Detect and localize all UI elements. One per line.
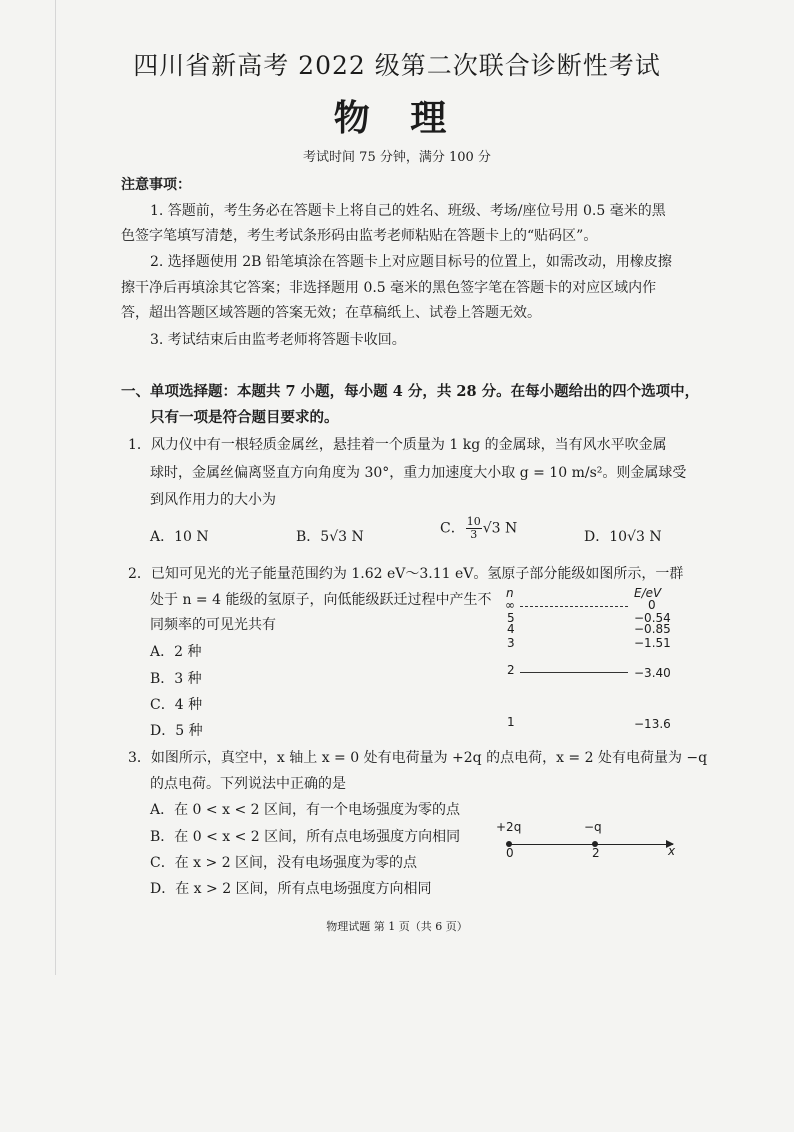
q2-option-c: C．4 种 (150, 697, 203, 713)
level-4-energy: −0.85 (634, 622, 671, 636)
charge-axis-diagram (496, 820, 686, 862)
q3-option-d: D．在 x > 2 区间，所有点电场强度方向相同 (150, 881, 432, 897)
q1-option-b: B．5√3 N (296, 529, 364, 545)
tick-0-label: 0 (506, 846, 514, 860)
energy-diagram-n-header: n (506, 586, 514, 600)
q2-option-d: D．5 种 (150, 723, 203, 739)
q1-option-c (440, 516, 517, 541)
level-2-n: 2 (507, 663, 515, 677)
notice-heading: 注意事项： (121, 177, 191, 193)
q3-stem-line1: 3．如图所示，真空中，x 轴上 x = 0 处有电荷量为 +2q 的点电荷，x = 2 处有电荷量为 −q (128, 750, 708, 766)
exam-title: 四川省新高考 2022 级第二次联合诊断性考试 (133, 51, 661, 80)
level-inf-n: ∞ (505, 598, 515, 612)
exam-time-info: 考试时间 75 分钟，满分 100 分 (303, 150, 491, 165)
level-2-energy: −3.40 (634, 666, 671, 680)
tick-2-label: 2 (592, 846, 600, 860)
q2-option-b: B．3 种 (150, 671, 202, 687)
notice-item2-line3: 答，超出答题区域答题的答案无效；在草稿纸上、试卷上答题无效。 (121, 305, 541, 321)
section1-heading-line1: 一、单项选择题：本题共 7 小题，每小题 4 分，共 28 分。在每小题给出的四个选项中， (121, 383, 700, 400)
level-1-energy: −13.6 (634, 717, 671, 731)
x-axis-label: x (668, 844, 676, 858)
q1-stem-line1: 1．风力仪中有一根轻质金属丝，悬挂着一个质量为 1 kg 的金属球，当有风水平吹金属 (128, 437, 667, 453)
q3-option-a: A．在 0 < x < 2 区间，有一个电场强度为零的点 (150, 802, 460, 818)
level-1-n: 1 (507, 715, 515, 729)
q1-option-c-numerator: 10 (466, 515, 481, 528)
level-4-n: 4 (507, 622, 515, 636)
charge2-label: −q (584, 820, 602, 834)
q2-stem-line3: 同频率的可见光共有 (150, 617, 276, 633)
notice-item2-line2: 擦干净后再填涂其它答案；非选择题用 0.5 毫米的黑色签字笔在答题卡的对应区域内作 (121, 280, 657, 296)
notice-item3: 3. 考试结束后由监考老师将答题卡收回。 (150, 332, 406, 348)
q3-stem-line2: 的点电荷。下列说法中正确的是 (150, 776, 346, 792)
notice-item2-line1: 2. 选择题使用 2B 铅笔填涂在答题卡上对应题目标号的位置上，如需改动，用橡皮擦 (150, 254, 672, 270)
section1-heading-line2: 只有一项是符合题目要求的。 (150, 409, 339, 426)
q1-option-c-denominator: 3 (470, 528, 478, 541)
q1-option-c-prefix: C． (440, 520, 465, 537)
level-5-n: 5 (507, 611, 515, 625)
notice-item1-line1: 1. 答题前，考生务必在答题卡上将自己的姓名、班级、考场/座位号用 0.5 毫米的黑 (150, 203, 666, 219)
energy-level-diagram (500, 586, 680, 736)
energy-diagram-e-header: E/eV (634, 586, 662, 600)
q1-option-d: D．10√3 N (584, 529, 662, 545)
page-footer: 物理试题 第 1 页（共 6 页） (326, 920, 468, 933)
q1-option-c-fraction (466, 516, 482, 541)
x-axis-line (508, 844, 673, 845)
q1-option-a: A．10 N (150, 529, 209, 545)
q3-option-b: B．在 0 < x < 2 区间，所有点电场强度方向相同 (150, 829, 461, 845)
level-3-n: 3 (507, 636, 515, 650)
q2-option-a: A．2 种 (150, 644, 202, 660)
q1-stem-line3: 到风作用力的大小为 (150, 492, 276, 508)
q2-stem-line2: 处于 n = 4 能级的氢原子，向低能级跃迁过程中产生不 (150, 592, 492, 608)
q1-stem-line2: 球时，金属丝偏离竖直方向角度为 30°，重力加速度大小取 g = 10 m/s²。则金属球受 (150, 465, 687, 481)
level-5-energy: −0.54 (634, 611, 671, 625)
level-inf-line (520, 606, 628, 607)
q1-option-c-suffix: √3 N (482, 520, 518, 537)
subject-title: 物 理 (333, 97, 461, 139)
charge1-label: +2q (496, 820, 522, 834)
level-2-line (520, 672, 628, 673)
notice-item1-line2: 色签字笔填写清楚，考生考试条形码由监考老师粘贴在答题卡上的“贴码区”。 (121, 228, 598, 244)
level-3-energy: −1.51 (634, 636, 671, 650)
q3-option-c: C．在 x > 2 区间，没有电场强度为零的点 (150, 855, 418, 871)
q2-stem-line1: 2．已知可见光的光子能量范围约为 1.62 eV～3.11 eV。氢原子部分能级如图所示，一群 (128, 566, 684, 582)
level-inf-energy: 0 (648, 598, 656, 612)
